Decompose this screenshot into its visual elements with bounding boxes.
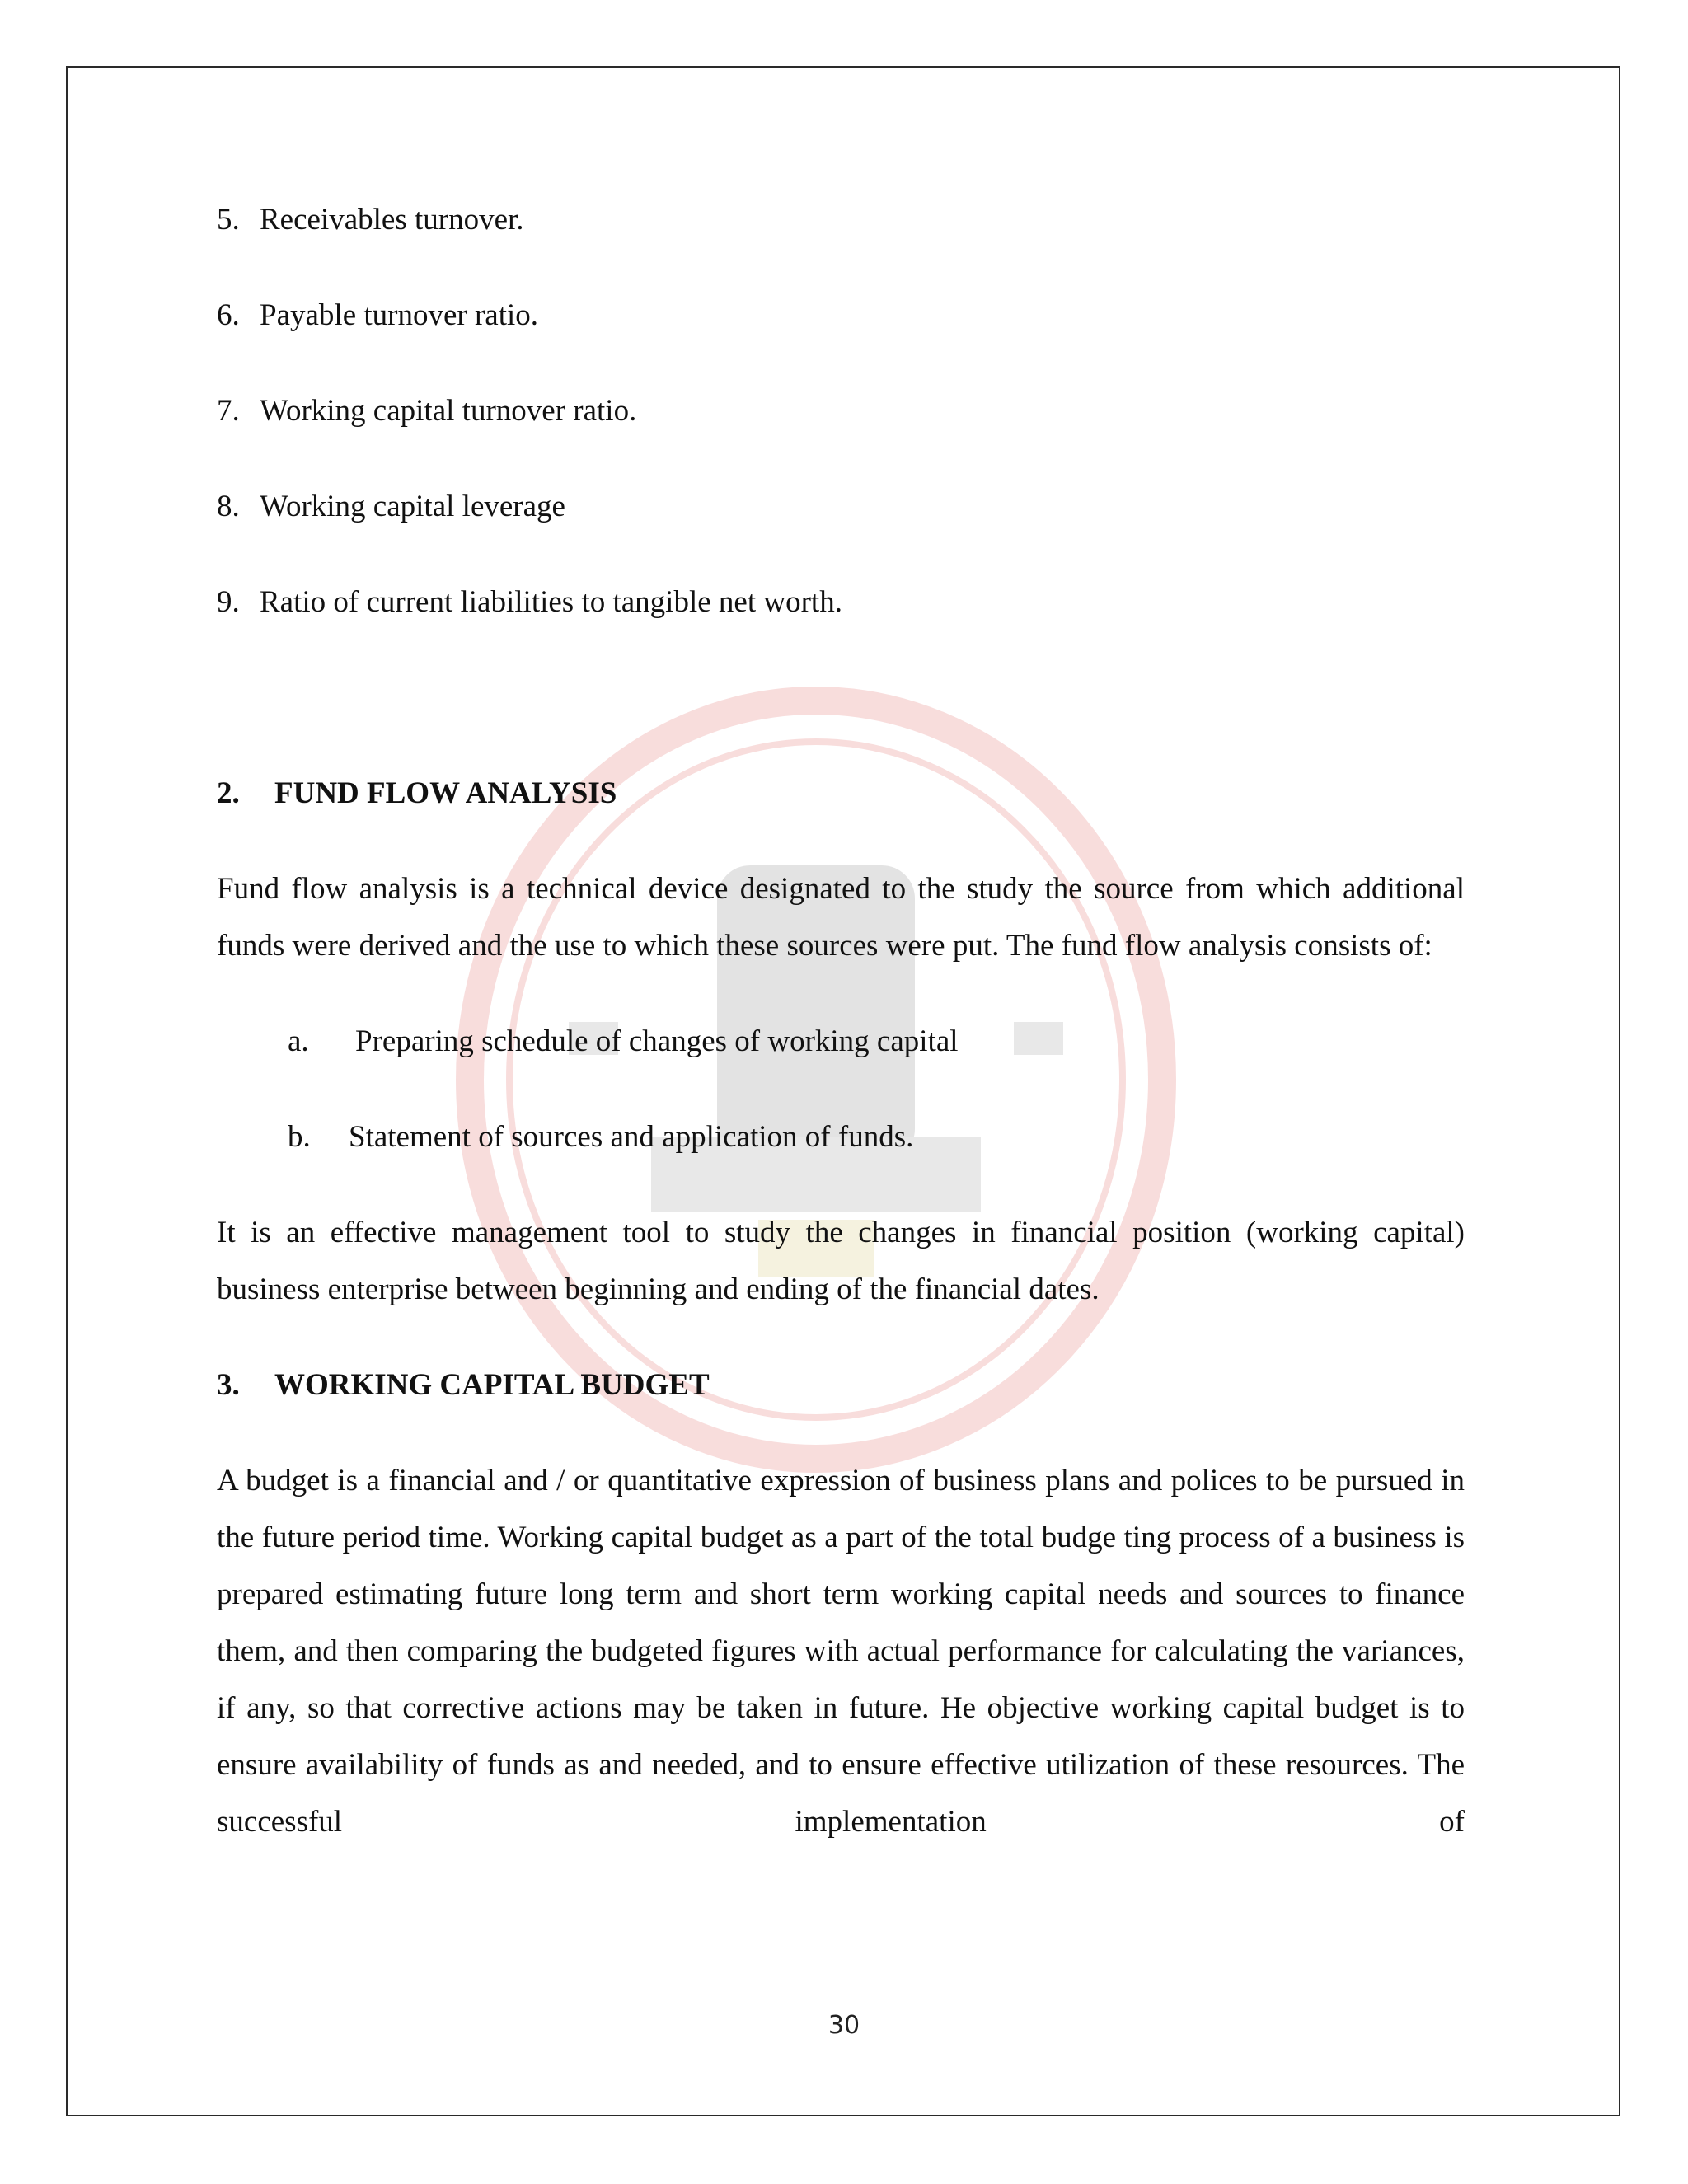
sub-item-sources-and-application xyxy=(217,1108,1465,1204)
sub-item-text: Statement of sources and application of funds. xyxy=(349,1120,914,1154)
list-number: 6. xyxy=(217,298,240,332)
list-item-current-liabilities-ratio xyxy=(217,574,1465,630)
page-number: 30 xyxy=(828,2011,860,2040)
list-number: 7. xyxy=(217,394,240,428)
list-number: 8. xyxy=(217,490,240,523)
section-title: WORKING CAPITAL BUDGET xyxy=(274,1368,710,1402)
section-heading-working-capital-budget xyxy=(217,1357,1465,1413)
fund-flow-intro-paragraph: Fund flow analysis is a technical device designated to the study the source from which additional funds were derived and the use to which these sources were put. The fund flow analysis consists of: xyxy=(217,872,1465,963)
section-title: FUND FLOW ANALYSIS xyxy=(274,776,617,810)
list-text: Ratio of current liabilities to tangible net worth. xyxy=(260,585,842,619)
spacer xyxy=(217,630,1465,765)
sub-item-letter: a. xyxy=(288,1024,309,1058)
sub-item-letter: b. xyxy=(288,1120,311,1154)
list-number: 9. xyxy=(217,585,240,619)
list-item-payable xyxy=(217,287,1465,382)
list-item-working-capital-turnover xyxy=(217,382,1465,478)
list-text: Receivables turnover. xyxy=(260,203,524,237)
list-item-working-capital-leverage xyxy=(217,478,1465,574)
list-text: Working capital leverage xyxy=(260,490,565,523)
list-number: 5. xyxy=(217,203,240,237)
section-number: 2. xyxy=(217,776,240,810)
list-text: Payable turnover ratio. xyxy=(260,298,539,332)
sub-item-text: Preparing schedule of changes of working capital xyxy=(355,1024,959,1058)
list-item-receivables xyxy=(217,191,1465,287)
page-content xyxy=(217,191,1465,1850)
section-number: 3. xyxy=(217,1368,240,1402)
list-text: Working capital turnover ratio. xyxy=(260,394,637,428)
section-heading-fund-flow xyxy=(217,765,1465,822)
fund-flow-closing-paragraph: It is an effective management tool to study the changes in financial position (working capital) business enterprise between beginning and ending of the financial dates. xyxy=(217,1216,1465,1306)
sub-item-schedule-of-changes xyxy=(217,1013,1465,1108)
working-capital-budget-paragraph: A budget is a financial and / or quantitative expression of business plans and polices to be pursued in the future period time. Working capital budget as a part of the total budge ting process of a business is prepared estimating future long term and short term working capital needs and sources to finance them, and then comparing the budgeted figures with actual performance for calculating the variances, if any, so that corrective actions may be taken in future. He objective working capital budget is to ensure availability of funds as and needed, and to ensure effective utilization of these resources. The successful implementation of xyxy=(217,1464,1465,1839)
